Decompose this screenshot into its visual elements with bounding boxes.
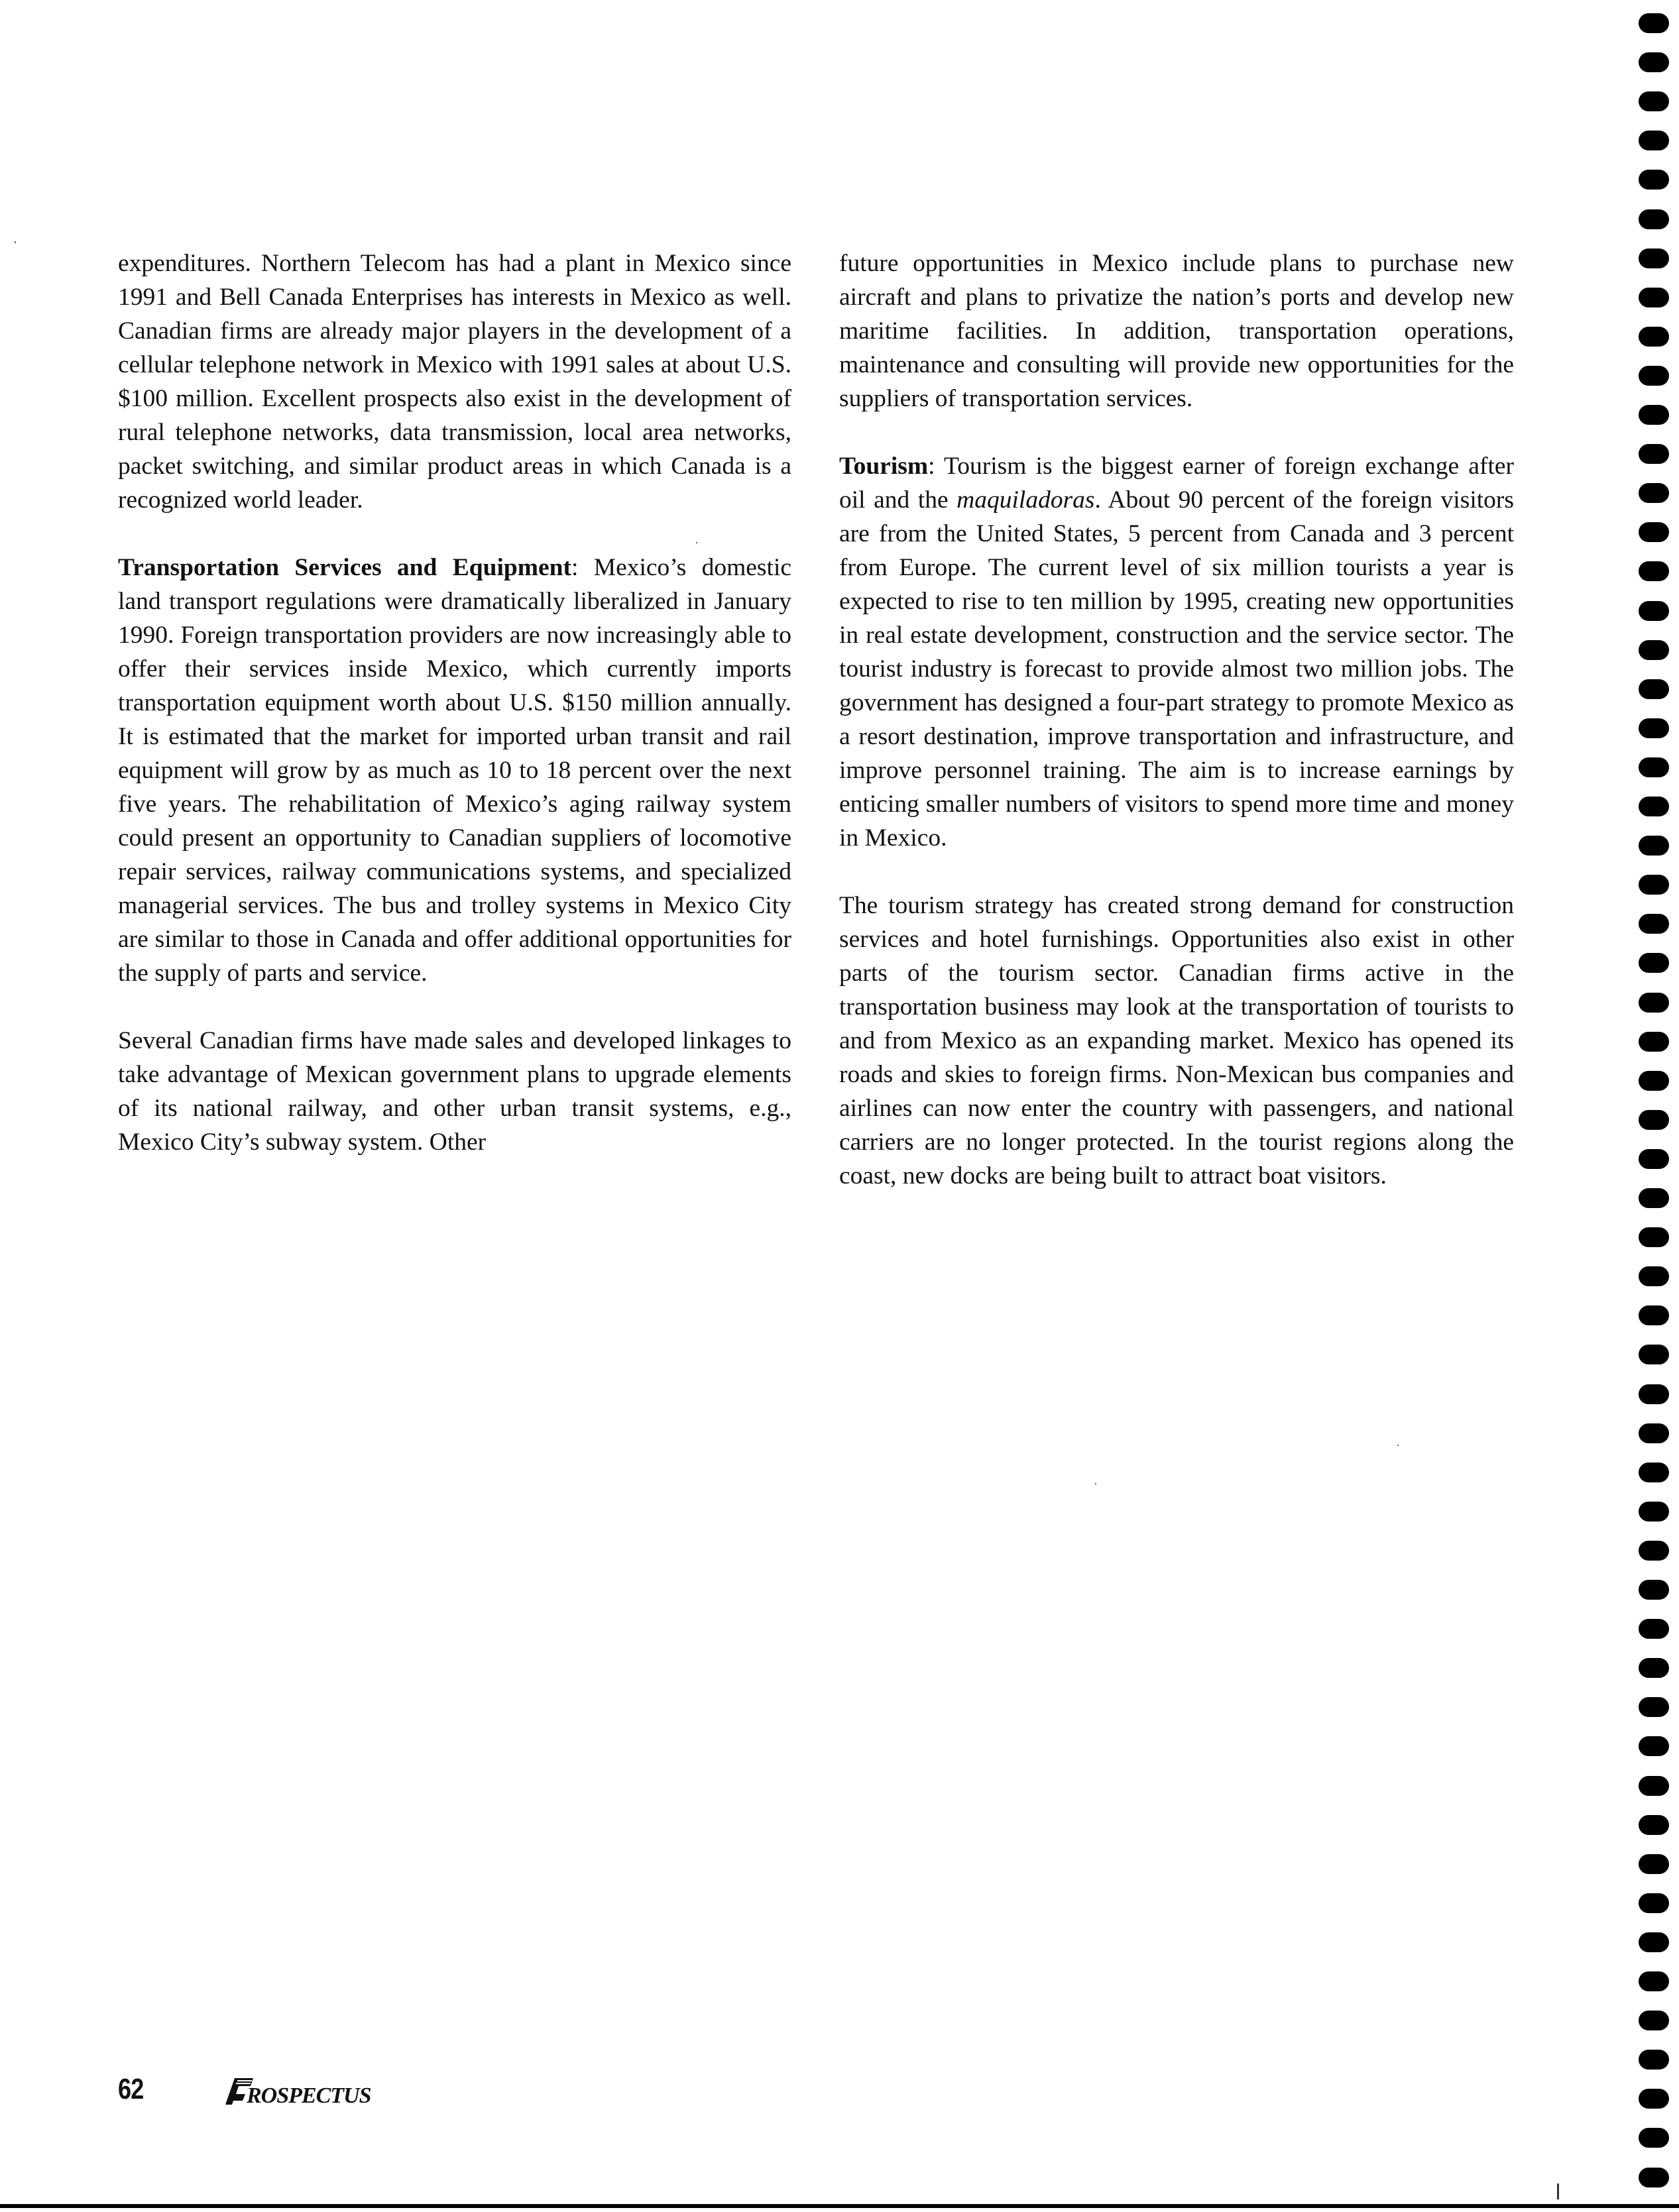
binding-hole <box>1639 1463 1669 1482</box>
binding-hole <box>1639 249 1669 268</box>
paragraph-future-opportunities: future opportunities in Mexico include plans to purchase new aircraft and plans to privatize the nation’s ports and develop new maritime facilities. In addition, transportation operations, maintenance and consulting will provide new opportunities for the suppliers of transportation services. <box>839 250 1514 412</box>
binding-hole <box>1639 1227 1669 1247</box>
binding-hole <box>1639 483 1669 503</box>
publication-name <box>219 2078 371 2109</box>
scan-speck <box>696 542 697 543</box>
binding-hole <box>1639 1149 1669 1169</box>
binding-hole <box>1639 1697 1669 1717</box>
scan-mark <box>1557 2184 1559 2199</box>
scan-speck <box>15 241 16 243</box>
bottom-edge-rule <box>0 2204 1679 2208</box>
binding-hole <box>1639 209 1669 229</box>
binding-hole <box>1639 1893 1669 1913</box>
binding-hole <box>1639 679 1669 699</box>
scan-speck <box>1397 1445 1399 1446</box>
heading-tourism: Tourism <box>839 453 929 480</box>
binding-hole <box>1639 1188 1669 1208</box>
left-column <box>118 247 791 1193</box>
paragraph-telecom-continued: expenditures. Northern Telecom has had a plant in Mexico since 1991 and Bell Canada Enterprises has interests in Mexico as well. Canadian firms are already major players in the development of a cellular telephone network in Mexico with 1991 sales at about U.S. $100 million. Excellent prospects also exist in the development of rural telephone networks, data transmission, local area networks, packet switching, and similar product areas in which Canada is a recognized world leader. <box>118 250 791 514</box>
transportation-body: : Mexico’s domestic land transport regulations were dramatically liberalized in January 1990. Foreign transportation providers are now increasingly able to offer their services inside Mexico, which currently imports transportation equipment worth about U.S. $150 million annually. It is estimated that the market for imported urban transit and rail equipment will grow by as much as 10 to 18 percent over the next five years. The rehabilitation of Mexico’s aging railway system could present an opportunity to Canadian suppliers of locomotive repair services, railway communications systems, and specialized managerial services. The bus and trolley systems in Mexico City are similar to those in Canada and offer additional opportunities for the supply of parts and service. <box>118 554 792 987</box>
binding-hole <box>1639 640 1669 660</box>
binding-hole <box>1639 993 1669 1013</box>
paragraph-tourism <box>839 449 1514 855</box>
binding-hole <box>1639 91 1669 111</box>
binding-hole <box>1639 1266 1669 1286</box>
binding-hole <box>1639 1305 1669 1325</box>
paragraph-transportation <box>118 551 791 990</box>
publication-name-text: ROSPECTUS <box>247 2083 371 2108</box>
binding-hole <box>1639 1619 1669 1639</box>
scan-speck <box>1095 1483 1096 1484</box>
binding-hole <box>1639 1580 1669 1600</box>
spiral-binding-holes <box>1639 13 1672 2207</box>
binding-hole <box>1639 13 1669 33</box>
binding-hole <box>1639 561 1669 581</box>
binding-hole <box>1639 2168 1669 2187</box>
binding-hole <box>1639 757 1669 777</box>
binding-hole <box>1639 601 1669 621</box>
binding-hole <box>1639 1345 1669 1364</box>
binding-hole <box>1639 131 1669 150</box>
right-column <box>839 247 1514 1227</box>
binding-hole <box>1639 1541 1669 1561</box>
binding-hole <box>1639 1423 1669 1443</box>
binding-hole <box>1639 1384 1669 1404</box>
binding-hole <box>1639 1971 1669 1991</box>
binding-hole <box>1639 522 1669 542</box>
binding-hole <box>1639 1658 1669 1678</box>
binding-hole <box>1639 2128 1669 2148</box>
binding-hole <box>1639 953 1669 973</box>
tourism-body-end: . About 90 percent of the foreign visitors are from the United States, 5 percent from Canada and 3 percent from Europe. The current level of six million tourists a year is expected to rise to ten million by 1995, creating new opportunities in real estate development, construction and the service sector. The tourist industry is forecast to provide almost two million jobs. The government has designed a four-part strategy to promote Mexico as a resort destination, improve transportation and infrastructure, and improve personnel training. The aim is to increase earnings by enticing smaller numbers of visitors to spend more time and money in Mexico. <box>839 486 1514 852</box>
binding-hole <box>1639 914 1669 934</box>
binding-hole <box>1639 2089 1669 2109</box>
binding-hole <box>1639 1776 1669 1796</box>
binding-hole <box>1639 836 1669 856</box>
binding-hole <box>1639 1815 1669 1835</box>
binding-hole <box>1639 327 1669 347</box>
binding-hole <box>1639 2011 1669 2030</box>
tourism-body-start: : Tourism is the biggest earner of foreign exchange after oil and the <box>839 453 1514 514</box>
paragraph-canadian-firms: Several Canadian firms have made sales and developed linkages to take advantage of Mexican government plans to upgrade elements of its national railway, and other urban transit systems, e.g., Mexico City’s subway system. Other <box>118 1027 791 1156</box>
binding-hole <box>1639 1032 1669 1052</box>
binding-hole <box>1639 718 1669 738</box>
binding-hole <box>1639 170 1669 190</box>
binding-hole <box>1639 444 1669 464</box>
binding-hole <box>1639 1932 1669 1952</box>
binding-hole <box>1639 1502 1669 1521</box>
binding-hole <box>1639 52 1669 72</box>
binding-hole <box>1639 1854 1669 1874</box>
binding-hole <box>1639 2050 1669 2070</box>
binding-hole <box>1639 405 1669 425</box>
binding-hole <box>1639 288 1669 307</box>
heading-transportation: Transportation Services and Equipment <box>118 554 571 581</box>
maquiladoras-term: maquiladoras <box>956 486 1095 514</box>
paragraph-tourism-strategy: The tourism strategy has created strong demand for construction services and hotel furnishings. Opportunities also exist in other parts of the tourism sector. Canadian firms active in the transportation business may look at the transportation of tourists to and from Mexico as an expanding market. Mexico has opened its roads and skies to foreign firms. Non-Mexican bus companies and airlines can now enter the country with passengers, and national carriers are no longer protected. In the tourist regions along the coast, new docks are being built to attract boat visitors. <box>839 892 1514 1189</box>
binding-hole <box>1639 1071 1669 1091</box>
page-number: 62 <box>118 2073 144 2105</box>
binding-hole <box>1639 797 1669 816</box>
binding-hole <box>1639 1110 1669 1130</box>
binding-hole <box>1639 875 1669 895</box>
binding-hole <box>1639 366 1669 386</box>
binding-hole <box>1639 1736 1669 1756</box>
